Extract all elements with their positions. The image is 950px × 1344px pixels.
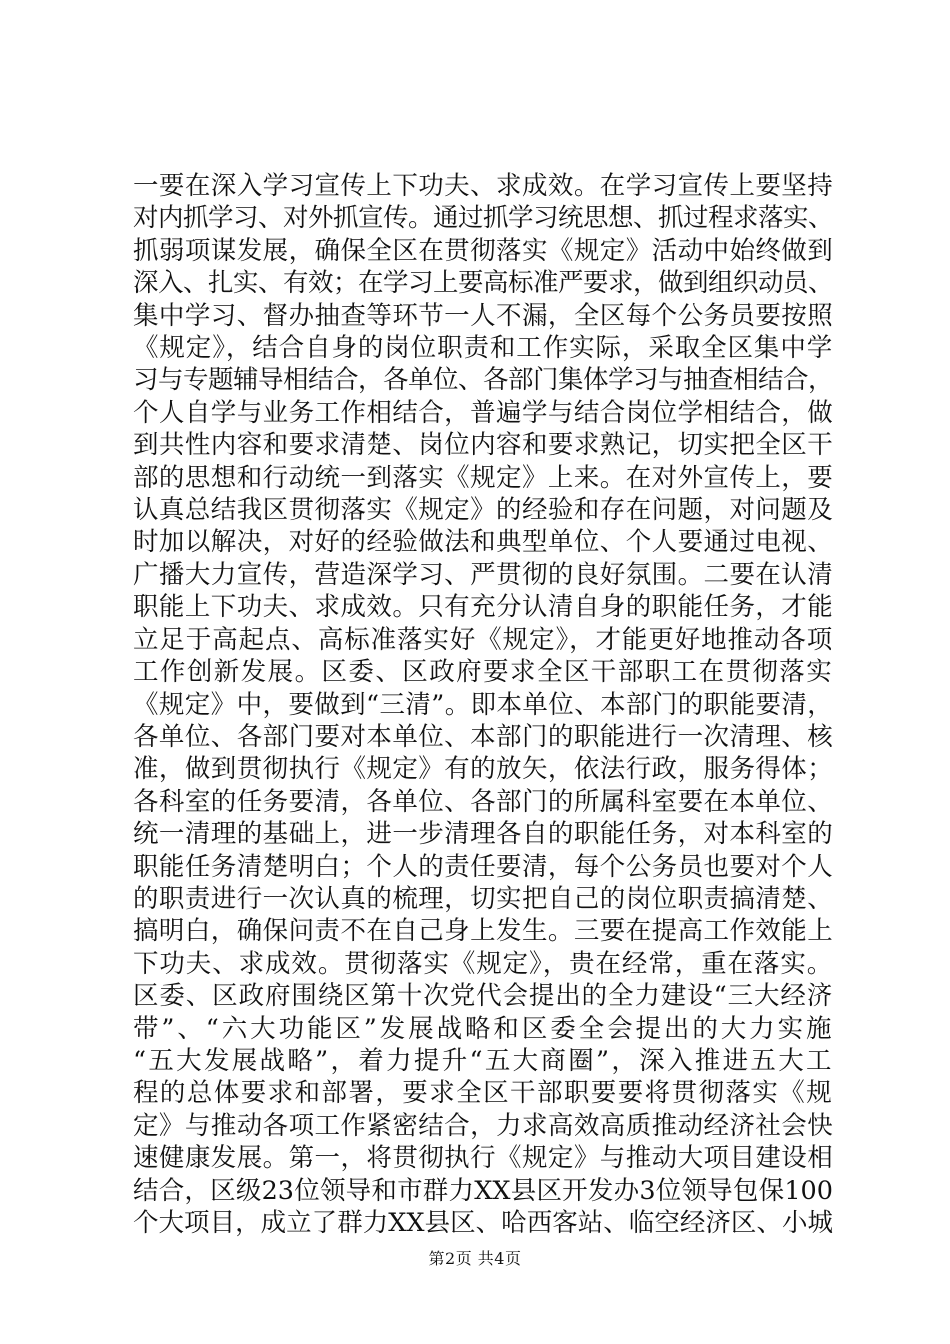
text-line: 深入、扎实、有效；在学习上要高标准严要求，做到组织动员、 xyxy=(133,268,833,299)
text-line: 抓弱项谋发展，确保全区在贯彻落实《规定》活动中始终做到 xyxy=(133,235,833,266)
text-line: 下功夫、求成效。贯彻落实《规定》，贵在经常，重在落实。 xyxy=(133,948,833,979)
text-line: 职能上下功夫、求成效。只有充分认清自身的职能任务，才能 xyxy=(133,592,833,623)
text-line: 带”、“六大功能区”发展战略和区委全会提出的大力实施 xyxy=(133,1013,833,1044)
text-line: 的职责进行一次认真的梳理，切实把自己的岗位职责搞清楚、 xyxy=(133,883,833,914)
text-line: 广播大力宣传，营造深学习、严贯彻的良好氛围。二要在认清 xyxy=(133,559,833,590)
text-line: 时加以解决，对好的经验做法和典型单位、个人要通过电视、 xyxy=(133,527,833,558)
text-line: 各科室的任务要清，各单位、各部门的所属科室要在本单位、 xyxy=(133,786,833,817)
text-line: 个大项目，成立了群力XX县区、哈西客站、临空经济区、小城 xyxy=(133,1208,833,1238)
text-line: 各单位、各部门要对本单位、本部门的职能进行一次清理、核 xyxy=(133,721,833,752)
text-line: 统一清理的基础上，进一步清理各自的职能任务，对本科室的 xyxy=(133,819,833,850)
text-line: 《规定》，结合自身的岗位职责和工作实际，采取全区集中学 xyxy=(133,333,833,364)
text-line: 一要在深入学习宣传上下功夫、求成效。在学习宣传上要坚持 xyxy=(133,171,833,201)
text-line: 对内抓学习、对外抓宣传。通过抓学习统思想、抓过程求落实、 xyxy=(133,203,833,234)
text-line: 区委、区政府围绕区第十次党代会提出的全力建设“三大经济 xyxy=(133,981,833,1012)
text-line: 到共性内容和要求清楚、岗位内容和要求熟记，切实把全区干 xyxy=(133,430,833,461)
text-line: 习与专题辅导相结合，各单位、各部门集体学习与抽查相结合， xyxy=(133,365,833,396)
text-line: 工作创新发展。区委、区政府要求全区干部职工在贯彻落实 xyxy=(133,657,833,688)
text-line: 职能任务清楚明白；个人的责任要清，每个公务员也要对个人 xyxy=(133,851,833,882)
body-paragraph xyxy=(133,170,833,1239)
text-line: “五大发展战略”，着力提升“五大商圈”，深入推进五大工 xyxy=(133,1045,833,1076)
text-line: 搞明白，确保问责不在自己身上发生。三要在提高工作效能上 xyxy=(133,916,833,947)
page-footer: 第2页 共4页 xyxy=(428,1249,522,1268)
text-line: 部的思想和行动统一到落实《规定》上来。在对外宣传上，要 xyxy=(133,462,833,493)
text-line: 定》与推动各项工作紧密结合，力求高效高质推动经济社会快 xyxy=(133,1110,833,1141)
text-line: 《规定》中，要做到“三清”。即本单位、本部门的职能要清， xyxy=(133,689,833,720)
text-line: 准，做到贯彻执行《规定》有的放矢，依法行政，服务得体； xyxy=(133,754,833,785)
text-line: 程的总体要求和部署，要求全区干部职要要将贯彻落实《规 xyxy=(133,1078,833,1109)
text-line: 结合，区级23位领导和市群力XX县区开发办3位领导包保100 xyxy=(133,1175,833,1206)
text-line: 集中学习、督办抽查等环节一人不漏，全区每个公务员要按照 xyxy=(133,300,833,331)
text-line: 认真总结我区贯彻落实《规定》的经验和存在问题，对问题及 xyxy=(133,495,833,526)
text-line: 速健康发展。第一，将贯彻执行《规定》与推动大项目建设相 xyxy=(133,1143,833,1174)
text-line: 立足于高起点、高标准落实好《规定》，才能更好地推动各项 xyxy=(133,624,833,655)
text-line: 个人自学与业务工作相结合，普遍学与结合岗位学相结合，做 xyxy=(133,397,833,428)
